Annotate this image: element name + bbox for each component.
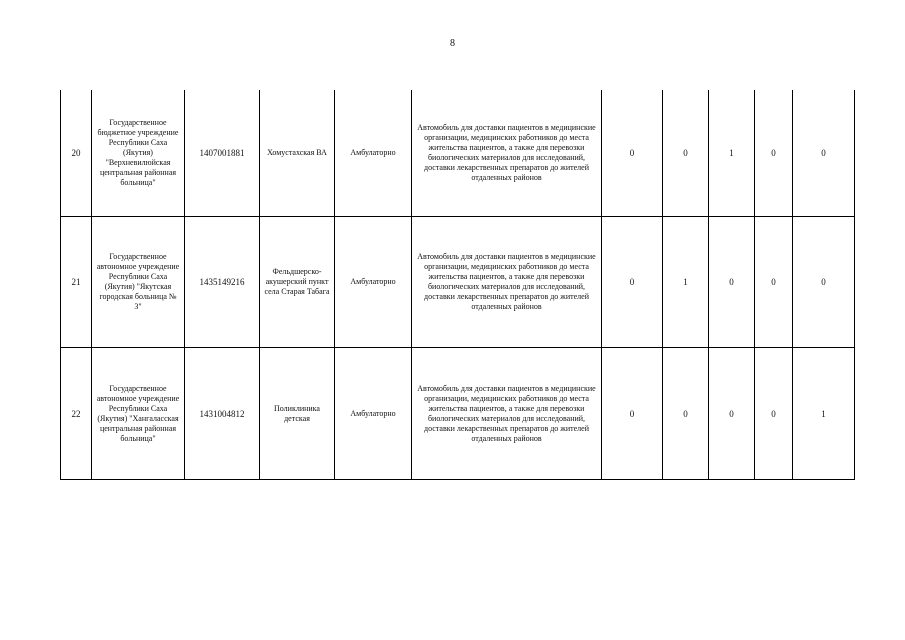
inn-code: 1431004812: [185, 348, 260, 480]
vehicle-purpose: Автомобиль для доставки пациентов в медицинские организации, медицинских работников до места жительства пациентов, а также для перевозки биологических материалов для исследований, доставки лекарственных препаратов до жителей отдаленных районов: [412, 217, 602, 348]
value-cell: 1: [663, 217, 709, 348]
row-number: 21: [61, 217, 92, 348]
table-row: [61, 348, 855, 480]
value-cell: 1: [793, 348, 855, 480]
value-cell: 0: [793, 217, 855, 348]
table-row: [61, 217, 855, 348]
row-number: 20: [61, 90, 92, 217]
care-type: Амбулаторно: [335, 348, 412, 480]
organization-name: Государственное автономное учреждение Республики Саха (Якутия) "Хангаласская центральная районная больница": [92, 348, 185, 480]
row-number: 22: [61, 348, 92, 480]
care-type: Амбулаторно: [335, 90, 412, 217]
value-cell: 0: [755, 90, 793, 217]
unit-name: Фельдшерско-акушерский пункт села Старая Табага: [260, 217, 335, 348]
care-type: Амбулаторно: [335, 217, 412, 348]
organization-name: Государственное бюджетное учреждение Республики Саха (Якутия) "Верхневилюйская центральная районная больница": [92, 90, 185, 217]
value-cell: 0: [709, 348, 755, 480]
vehicle-allocation-table: [60, 90, 855, 480]
organization-name: Государственное автономное учреждение Республики Саха (Якутия) "Якутская городская больница № 3": [92, 217, 185, 348]
value-cell: 0: [602, 217, 663, 348]
value-cell: 0: [709, 217, 755, 348]
inn-code: 1407001881: [185, 90, 260, 217]
page-number: 8: [450, 38, 455, 49]
inn-code: 1435149216: [185, 217, 260, 348]
value-cell: 1: [709, 90, 755, 217]
table-row: [61, 90, 855, 217]
unit-name: Поликлиника детская: [260, 348, 335, 480]
value-cell: 0: [793, 90, 855, 217]
value-cell: 0: [602, 348, 663, 480]
value-cell: 0: [663, 348, 709, 480]
value-cell: 0: [663, 90, 709, 217]
value-cell: 0: [755, 217, 793, 348]
vehicle-purpose: Автомобиль для доставки пациентов в медицинские организации, медицинских работников до места жительства пациентов, а также для перевозки биологических материалов для исследований, доставки лекарственных препаратов до жителей отдаленных районов: [412, 90, 602, 217]
value-cell: 0: [602, 90, 663, 217]
vehicle-purpose: Автомобиль для доставки пациентов в медицинские организации, медицинских работников до места жительства пациентов, а также для перевозки биологических материалов для исследований, доставки лекарственных препаратов до жителей отдаленных районов: [412, 348, 602, 480]
unit-name: Хомустахская ВА: [260, 90, 335, 217]
value-cell: 0: [755, 348, 793, 480]
